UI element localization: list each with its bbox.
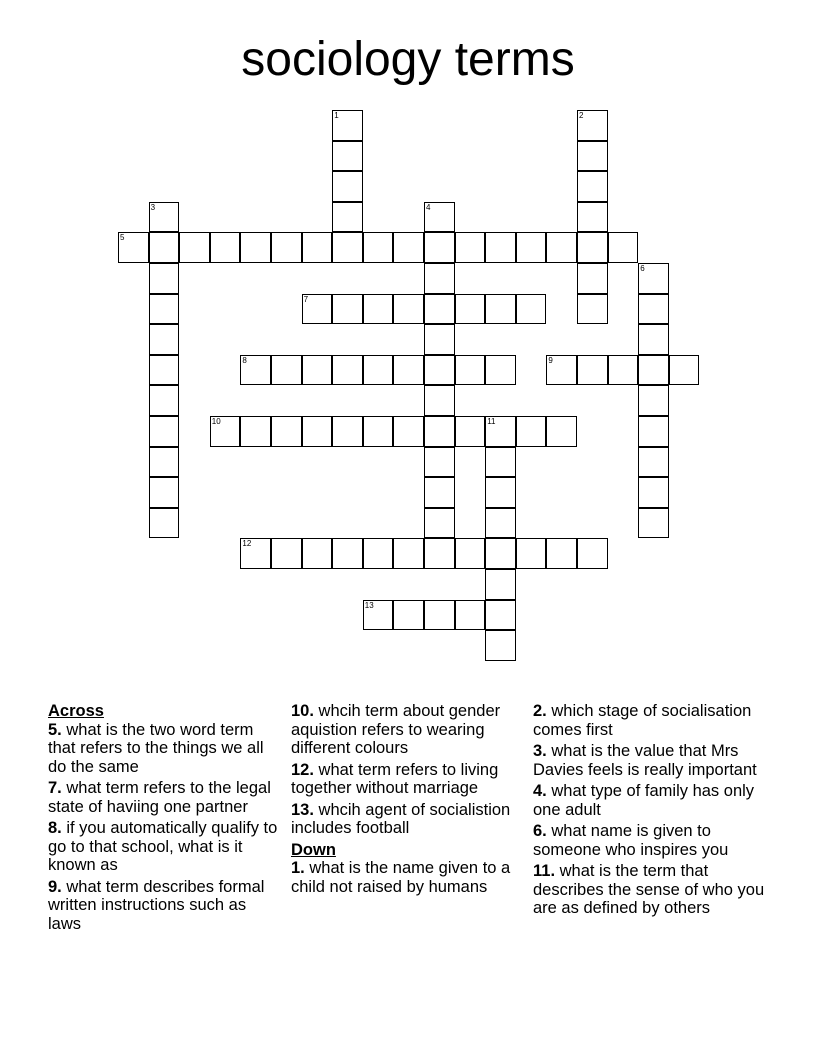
grid-cell[interactable] — [210, 416, 241, 447]
grid-cell[interactable] — [485, 416, 516, 447]
grid-cell[interactable] — [638, 416, 669, 447]
grid-cell[interactable] — [149, 355, 180, 386]
grid-cell[interactable] — [302, 416, 333, 447]
cell-number: 10 — [211, 417, 221, 426]
grid-cell[interactable] — [455, 294, 486, 325]
grid-cell[interactable] — [332, 171, 363, 202]
cell-number: 3 — [150, 202, 156, 212]
clue-down-4 — [533, 782, 765, 819]
grid-cell[interactable] — [485, 600, 516, 631]
grid-cell[interactable] — [424, 477, 455, 508]
grid-cell[interactable] — [424, 324, 455, 355]
grid-cell[interactable] — [302, 294, 333, 325]
grid-cell[interactable] — [638, 294, 669, 325]
clue-down-3 — [533, 742, 765, 779]
grid-cell[interactable] — [577, 232, 608, 263]
grid-cell[interactable] — [240, 416, 271, 447]
cell-number: 4 — [426, 202, 431, 212]
grid-cell[interactable] — [424, 600, 455, 631]
grid-cell[interactable] — [271, 538, 302, 569]
grid-cell[interactable] — [149, 263, 180, 294]
grid-cell[interactable] — [577, 263, 608, 294]
grid-cell[interactable] — [546, 538, 577, 569]
grid-cell[interactable] — [332, 141, 363, 172]
grid-cell[interactable] — [577, 110, 608, 141]
cell-number: 11 — [487, 417, 496, 426]
grid-cell[interactable] — [393, 355, 424, 386]
grid-cell[interactable] — [485, 355, 516, 386]
grid-cell[interactable] — [577, 294, 608, 325]
puzzle-title: sociology terms — [241, 33, 575, 86]
grid-cell[interactable] — [424, 385, 455, 416]
grid-cell[interactable] — [240, 538, 271, 569]
grid-cell[interactable] — [302, 355, 333, 386]
clue-text: what type of family has only one adult — [533, 782, 755, 819]
grid-cell[interactable] — [577, 355, 608, 386]
grid-cell[interactable] — [271, 355, 302, 386]
grid-cell[interactable] — [363, 355, 394, 386]
cell-number: 7 — [303, 294, 309, 304]
clue-text: if you automatically qualify to go to that school, what is it known as — [48, 819, 278, 874]
clue-number: 10. — [291, 702, 314, 720]
cell-number: 9 — [548, 355, 553, 365]
grid-cell[interactable] — [302, 232, 333, 263]
grid-cell[interactable] — [455, 355, 486, 386]
clue-down-6 — [533, 822, 765, 859]
grid-cell[interactable] — [638, 447, 669, 478]
clue-across-10 — [291, 702, 523, 758]
down-heading: Down — [291, 840, 336, 859]
grid-cell[interactable] — [332, 416, 363, 447]
grid-cell[interactable] — [455, 232, 486, 263]
cell-number: 12 — [242, 539, 252, 549]
cell-number: 5 — [120, 233, 125, 243]
grid-cell[interactable] — [363, 232, 394, 263]
grid-cell[interactable] — [516, 416, 547, 447]
clue-text: what is the name given to a child not raised by humans — [291, 859, 511, 896]
grid-cell[interactable] — [669, 355, 700, 386]
grid-cell[interactable] — [424, 447, 455, 478]
grid-cell[interactable] — [149, 232, 180, 263]
clue-across-9 — [48, 878, 280, 934]
clue-down-2 — [533, 702, 765, 739]
clue-number: 12. — [291, 760, 314, 779]
grid-cell[interactable] — [332, 294, 363, 325]
clue-text: which stage of socialisation comes first — [533, 702, 752, 739]
clue-number: 3. — [533, 742, 547, 760]
grid-cell[interactable] — [149, 477, 180, 508]
grid-cell[interactable] — [210, 232, 241, 263]
across-heading: Across — [48, 702, 104, 720]
cell-number: 8 — [242, 355, 247, 365]
grid-cell[interactable] — [638, 385, 669, 416]
clues-column-2 — [291, 702, 523, 899]
cell-number: 6 — [640, 264, 645, 273]
grid-cell[interactable] — [608, 232, 639, 263]
grid-cell[interactable] — [638, 508, 669, 539]
clue-number: 6. — [533, 822, 547, 840]
grid-cell[interactable] — [393, 294, 424, 325]
grid-cell[interactable] — [332, 110, 363, 141]
cell-number: 13 — [364, 600, 374, 610]
clue-across-8 — [48, 819, 280, 875]
clues-column-1 — [48, 702, 280, 936]
grid-cell[interactable] — [424, 355, 455, 386]
grid-cell[interactable] — [485, 538, 516, 569]
grid-cell[interactable] — [149, 447, 180, 478]
clue-text: what term describes formal written instructions such as laws — [48, 877, 265, 933]
clue-number: 8. — [48, 819, 62, 837]
grid-cell[interactable] — [485, 630, 516, 661]
grid-cell[interactable] — [546, 355, 577, 386]
grid-cell[interactable] — [332, 538, 363, 569]
clue-text: what is the term that describes the sense of who you are as defined by others — [533, 862, 765, 917]
grid-cell[interactable] — [424, 202, 455, 233]
grid-cell[interactable] — [149, 508, 180, 539]
clue-number: 1. — [291, 859, 305, 877]
grid-cell[interactable] — [424, 538, 455, 569]
clue-down-1 — [291, 859, 523, 896]
clue-text: what term refers to the legal state of haviing one partner — [48, 779, 271, 816]
grid-cell[interactable] — [485, 232, 516, 263]
clue-across-7 — [48, 779, 280, 816]
clue-number: 11. — [533, 862, 556, 880]
grid-cell[interactable] — [424, 508, 455, 539]
grid-cell[interactable] — [638, 324, 669, 355]
grid-cell[interactable] — [485, 294, 516, 325]
grid-cell[interactable] — [393, 600, 424, 631]
grid-cell[interactable] — [424, 232, 455, 263]
grid-cell[interactable] — [332, 202, 363, 233]
grid-cell[interactable] — [577, 141, 608, 172]
grid-cell[interactable] — [271, 416, 302, 447]
grid-cell[interactable] — [271, 232, 302, 263]
grid-cell[interactable] — [455, 538, 486, 569]
grid-cell[interactable] — [332, 355, 363, 386]
grid-cell[interactable] — [485, 508, 516, 539]
clue-number: 7. — [48, 779, 62, 797]
grid-cell[interactable] — [363, 416, 394, 447]
clue-number: 4. — [533, 782, 547, 800]
grid-cell[interactable] — [516, 294, 547, 325]
grid-cell[interactable] — [363, 600, 394, 631]
grid-cell[interactable] — [332, 232, 363, 263]
grid-cell[interactable] — [577, 538, 608, 569]
clue-text: what is the value that Mrs Davies feels is really important — [533, 742, 757, 779]
grid-cell[interactable] — [577, 202, 608, 233]
grid-cell[interactable] — [393, 538, 424, 569]
grid-cell[interactable] — [485, 447, 516, 478]
grid-cell[interactable] — [516, 232, 547, 263]
grid-cell[interactable] — [485, 569, 516, 600]
grid-cell[interactable] — [638, 355, 669, 386]
grid-cell[interactable] — [546, 232, 577, 263]
clue-text: whcih term about gender aquistion refers to wearing different colours — [291, 702, 501, 757]
clue-text: what name is given to someone who inspires you — [533, 822, 729, 859]
grid-cell[interactable] — [149, 416, 180, 447]
clue-across-5 — [48, 721, 280, 777]
clue-number: 5. — [48, 720, 62, 739]
grid-cell[interactable] — [485, 477, 516, 508]
grid-cell[interactable] — [240, 355, 271, 386]
clue-text: what term refers to living together without marriage — [291, 760, 499, 797]
grid-cell[interactable] — [393, 416, 424, 447]
grid-cell[interactable] — [149, 294, 180, 325]
grid-cell[interactable] — [363, 538, 394, 569]
grid-cell[interactable] — [577, 171, 608, 202]
grid-cell[interactable] — [149, 385, 180, 416]
grid-cell[interactable] — [424, 263, 455, 294]
clue-text: whcih agent of socialistion includes football — [291, 800, 511, 837]
clues-column-3 — [533, 702, 765, 921]
grid-cell[interactable] — [149, 324, 180, 355]
grid-cell[interactable] — [424, 294, 455, 325]
clue-number: 2. — [533, 702, 547, 720]
cell-number: 2 — [579, 111, 584, 120]
grid-cell[interactable] — [546, 416, 577, 447]
grid-cell[interactable] — [424, 416, 455, 447]
grid-cell[interactable] — [149, 202, 180, 233]
clue-across-12 — [291, 761, 523, 798]
grid-cell[interactable] — [240, 232, 271, 263]
clue-number: 9. — [48, 877, 62, 896]
grid-cell[interactable] — [302, 538, 333, 569]
clue-down-11 — [533, 862, 765, 918]
grid-cell[interactable] — [393, 232, 424, 263]
grid-cell[interactable] — [638, 263, 669, 294]
grid-cell[interactable] — [363, 294, 394, 325]
grid-cell[interactable] — [179, 232, 210, 263]
grid-cell[interactable] — [455, 416, 486, 447]
clue-number: 13. — [291, 800, 314, 819]
clue-across-13 — [291, 801, 523, 838]
grid-cell[interactable] — [455, 600, 486, 631]
grid-cell[interactable] — [118, 232, 149, 263]
grid-cell[interactable] — [638, 477, 669, 508]
cell-number: 1 — [334, 111, 339, 120]
grid-cell[interactable] — [516, 538, 547, 569]
grid-cell[interactable] — [608, 355, 639, 386]
clue-text: what is the two word term that refers to the things we all do the same — [48, 720, 264, 776]
